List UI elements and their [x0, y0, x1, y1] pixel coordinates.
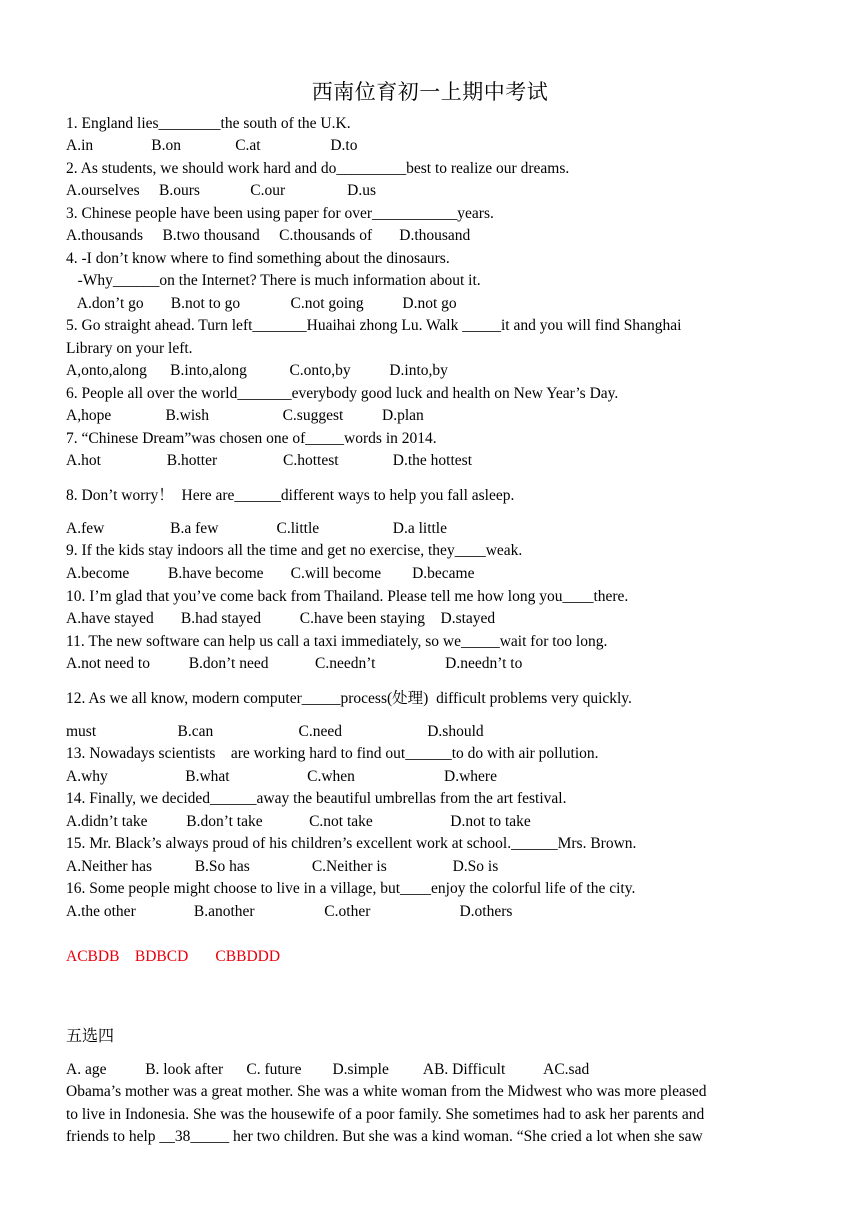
options-13: A.why B.what C.when D.where: [66, 768, 497, 785]
question-9: 9. If the kids stay indoors all the time and get no exercise, they____weak.: [66, 542, 523, 559]
answer-key: ACBDB BDBCD CBBDDD: [66, 948, 281, 965]
question-3: 3. Chinese people have been using paper for over___________years.: [66, 205, 494, 222]
section-title: 五选四: [66, 1026, 115, 1045]
question-10: 10. I’m glad that you’ve come back from Thailand. Please tell me how long you____there.: [66, 588, 629, 605]
question-16: 16. Some people might choose to live in a village, but____enjoy the colorful life of the city.: [66, 880, 636, 897]
word-options: A. age B. look after C. future D.simple AB. Difficult AC.sad: [66, 1061, 590, 1078]
passage-line-3: friends to help __38_____ her two children. But she was a kind woman. “She cried a lot when she saw: [66, 1128, 703, 1145]
options-3: A.thousands B.two thousand C.thousands of D.thousand: [66, 227, 471, 244]
question-12: 12. As we all know, modern computer_____process(处理) difficult problems very quickly.: [66, 690, 632, 707]
question-5-line-2: Library on your left.: [66, 340, 193, 357]
question-14: 14. Finally, we decided______away the beautiful umbrellas from the art festival.: [66, 790, 567, 807]
options-9: A.become B.have become C.will become D.became: [66, 565, 475, 582]
options-7: A.hot B.hotter C.hottest D.the hottest: [66, 452, 472, 469]
question-2: 2. As students, we should work hard and do_________best to realize our dreams.: [66, 160, 570, 177]
question-4: 4. -I don’t know where to find something about the dinosaurs.: [66, 250, 450, 267]
question-1: 1. England lies________the south of the U.K.: [66, 115, 351, 132]
options-1: A.in B.on C.at D.to: [66, 137, 358, 154]
question-7: 7. “Chinese Dream”was chosen one of_____words in 2014.: [66, 430, 437, 447]
options-4: A.don’t go B.not to go C.not going D.not go: [66, 295, 457, 312]
options-14: A.didn’t take B.don’t take C.not take D.not to take: [66, 813, 531, 830]
options-16: A.the other B.another C.other D.others: [66, 903, 513, 920]
options-8: A.few B.a few C.little D.a little: [66, 520, 447, 537]
options-12: must B.can C.need D.should: [66, 723, 484, 740]
options-10: A.have stayed B.had stayed C.have been staying D.stayed: [66, 610, 496, 627]
options-5: A,onto,along B.into,along C.onto,by D.into,by: [66, 362, 448, 379]
options-2: A.ourselves B.ours C.our D.us: [66, 182, 376, 199]
options-6: A,hope B.wish C.suggest D.plan: [66, 407, 424, 424]
question-11: 11. The new software can help us call a taxi immediately, so we_____wait for too long.: [66, 633, 608, 650]
question-15: 15. Mr. Black’s always proud of his children’s excellent work at school.______Mrs. Brown.: [66, 835, 637, 852]
exam-title: 西南位育初一上期中考试: [311, 80, 549, 104]
question-5: 5. Go straight ahead. Turn left_______Huaihai zhong Lu. Walk _____it and you will find Shanghai: [66, 317, 682, 334]
passage-line-2: to live in Indonesia. She was the housewife of a poor family. She sometimes had to ask her parents and: [66, 1106, 705, 1123]
question-13: 13. Nowadays scientists are working hard to find out______to do with air pollution.: [66, 745, 599, 762]
question-8: 8. Don’t worry！ Here are______different ways to help you fall asleep.: [66, 487, 515, 504]
question-4-line-2: -Why______on the Internet? There is much information about it.: [66, 272, 481, 289]
options-15: A.Neither has B.So has C.Neither is D.So is: [66, 858, 499, 875]
question-6: 6. People all over the world_______everybody good luck and health on New Year’s Day.: [66, 385, 619, 402]
options-11: A.not need to B.don’t need C.needn’t D.needn’t to: [66, 655, 523, 672]
passage-line-1: Obama’s mother was a great mother. She was a white woman from the Midwest who was more pleased: [66, 1083, 707, 1100]
